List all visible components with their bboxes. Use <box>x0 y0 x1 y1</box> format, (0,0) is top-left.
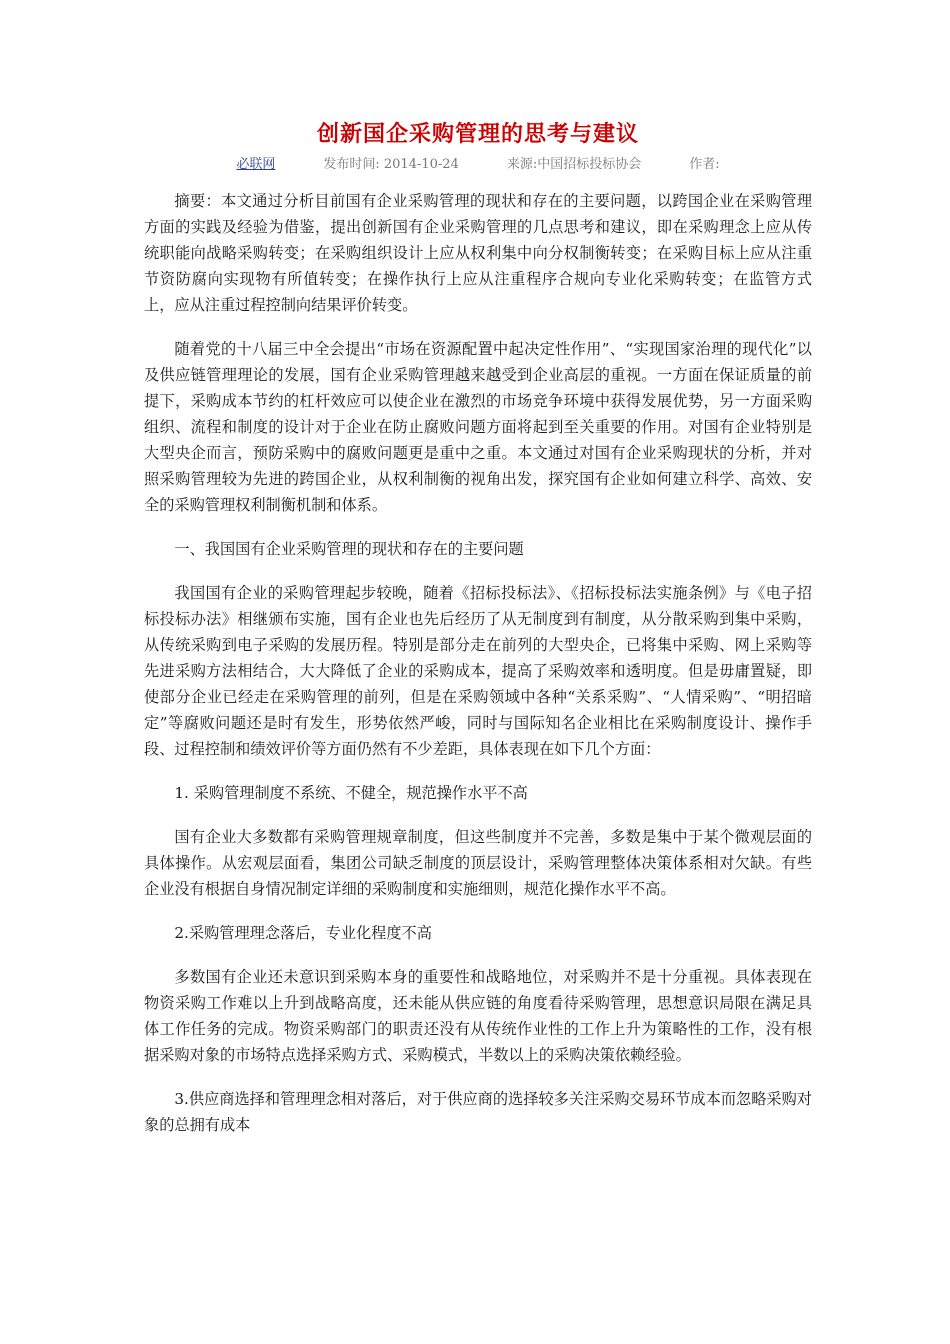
author: 作者: <box>689 157 720 172</box>
subsection-heading: 2.采购管理理念落后，专业化程度不高 <box>174 924 432 942</box>
publish-time: 发布时间: 2014-10-24 <box>323 157 459 172</box>
abstract-paragraph: 摘要：本文通过分析目前国有企业采购管理的现状和存在的主要问题，以跨国企业在采购管理方面的实践及经验为借鉴，提出创新国有企业采购管理的几点思考和建议，即在采购理念上应从传统职能向战略采购转变；在采购组织设计上应从权利集中向分权制衡转变；在采购目标上应从注重节资防腐向实现物有所值转变；在操作执行上应从注重程序合规向专业化采购转变；在监管方式上，应从注重过程控制向结果评价转变。 <box>144 192 812 314</box>
body-paragraph: 国有企业大多数都有采购管理规章制度，但这些制度并不完善，多数是集中于某个微观层面的具体操作。从宏观层面看，集团公司缺乏制度的顶层设计，采购管理整体决策体系相对欠缺。有些企业没有根据自身情况制定详细的采购制度和实施细则，规范化操作水平不高。 <box>144 828 812 898</box>
article <box>144 118 812 1156</box>
site-link[interactable]: 必联网 <box>236 157 276 172</box>
section-heading: 一、我国国有企业采购管理的现状和存在的主要问题 <box>174 540 524 558</box>
subsection-heading: 3.供应商选择和管理理念相对落后，对于供应商的选择较多关注采购交易环节成本而忽略采购对象的总拥有成本 <box>144 1090 812 1134</box>
source: 来源:中国招标投标协会 <box>506 157 642 172</box>
body-paragraph: 我国国有企业的采购管理起步较晚，随着《招标投标法》、《招标投标法实施条例》与《电子招标投标办法》相继颁布实施，国有企业也先后经历了从无制度到有制度，从分散采购到集中采购，从传统采购到电子采购的发展历程。特别是部分走在前列的大型央企，已将集中采购、网上采购等先进采购方法相结合，大大降低了企业的采购成本，提高了采购效率和透明度。但是毋庸置疑，即使部分企业已经走在采购管理的前列，但是在采购领域中各种“关系采购”、“人情采购”、“明招暗定”等腐败问题还是时有发生，形势依然严峻，同时与国际知名企业相比在采购制度设计、操作手段、过程控制和绩效评价等方面仍然有不少差距，具体表现在如下几个方面： <box>144 584 812 758</box>
article-meta <box>144 154 812 176</box>
article-title: 创新国企采购管理的思考与建议 <box>316 121 639 147</box>
body-paragraph: 多数国有企业还未意识到采购本身的重要性和战略地位，对采购并不是十分重视。具体表现在物资采购工作难以上升到战略高度，还未能从供应链的角度看待采购管理，思想意识局限在满足具体工作任务的完成。物资采购部门的职责还没有从传统作业性的工作上升为策略性的工作，没有根据采购对象的市场特点选择采购方式、采购模式，半数以上的采购决策依赖经验。 <box>144 968 812 1064</box>
subsection-heading: 1. 采购管理制度不系统、不健全，规范操作水平不高 <box>174 784 528 802</box>
intro-paragraph: 随着党的十八届三中全会提出“市场在资源配置中起决定性作用”、“实现国家治理的现代化”以及供应链管理理论的发展，国有企业采购管理越来越受到企业高层的重视。一方面在保证质量的前提下，采购成本节约的杠杆效应可以使企业在激烈的市场竞争环境中获得发展优势，另一方面采购组织、流程和制度的设计对于企业在防止腐败问题方面将起到至关重要的作用。对国有企业特别是大型央企而言，预防采购中的腐败问题更是重中之重。本文通过对国有企业采购现状的分析，并对照采购管理较为先进的跨国企业，从权利制衡的视角出发，探究国有企业如何建立科学、高效、安全的采购管理权利制衡机制和体系。 <box>144 340 812 514</box>
